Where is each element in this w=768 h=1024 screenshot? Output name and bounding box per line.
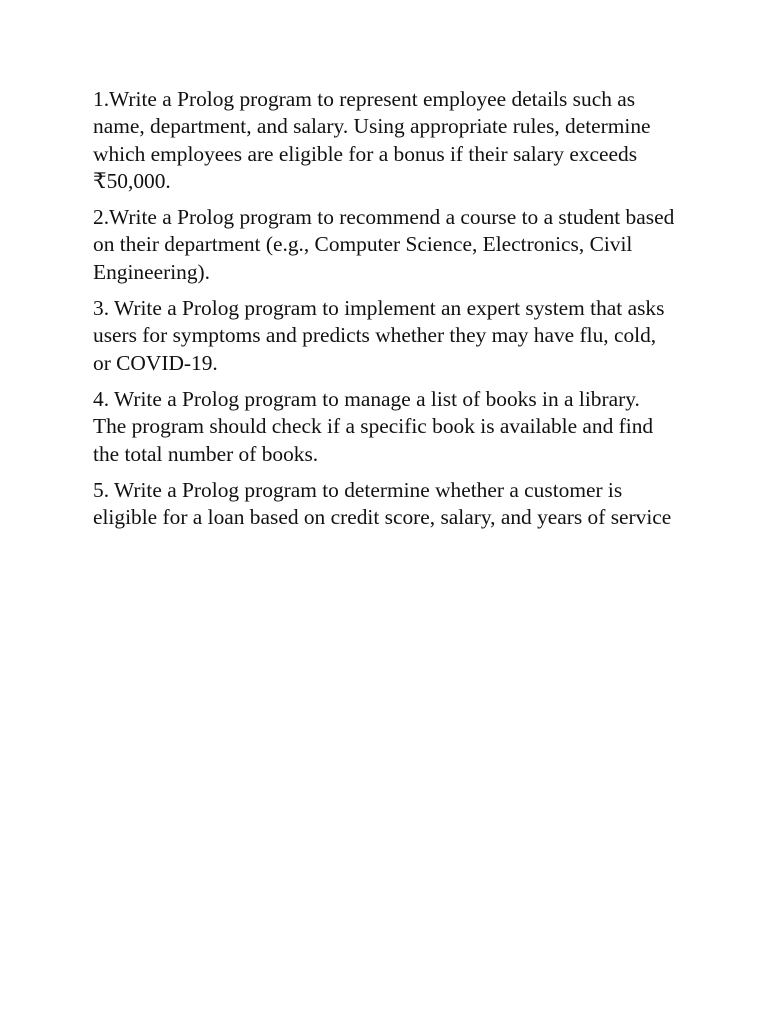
question-2: 2.Write a Prolog program to recommend a course to a student based on their department (e.g., Computer Science, Electronics, Civil Engineering).: [93, 205, 675, 284]
question-5: 5. Write a Prolog program to determine whether a customer is eligible for a loan based on credit score, salary, and years of service: [93, 477, 672, 530]
question-list: [93, 86, 675, 540]
question-3: 3. Write a Prolog program to implement an expert system that asks users for symptoms and predicts whether they may have flu, cold, or COVID-19.: [93, 296, 665, 375]
question-1: 1.Write a Prolog program to represent employee details such as name, department, and salary. Using appropriate rules, determine which employees are eligible for a bonus if their salary exceeds ₹50,000.: [93, 87, 651, 193]
question-4: 4. Write a Prolog program to manage a list of books in a library. The program should check if a specific book is available and find the total number of books.: [93, 386, 654, 466]
